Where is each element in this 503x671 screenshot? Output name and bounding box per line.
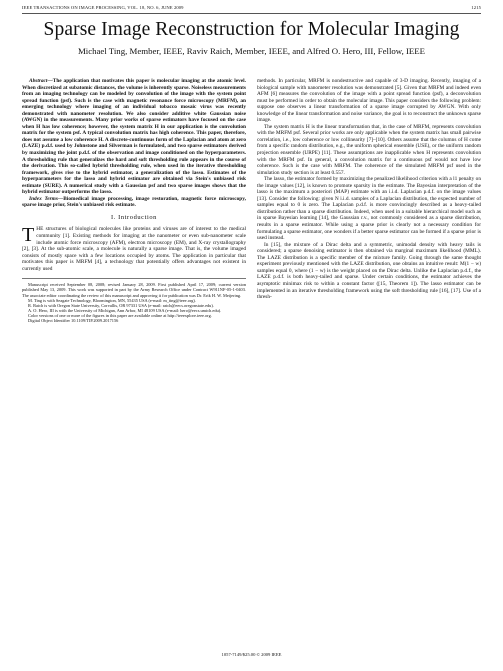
footnote-color: Color versions of one or more of the figures in this paper are available online at http://ieeexplore.ieee.org.	[28, 312, 212, 318]
section-heading: I. Introduction	[111, 213, 157, 221]
abstract-label: Abstract—	[29, 78, 53, 84]
footnote-manuscript: Manuscript received September 08, 2008; revised January 28, 2009. First published April 17, 2009; current version published May 13, 2009. This work was supported in part by the Army Research Office under Contract W911NF-05-1-0403. The associate editor coordinating the review of this manuscript and approving it for publication was Dr. Erik H. W. Meijering.	[22, 282, 246, 298]
footnote-doi: Digital Object Identifier 10.1109/TIP.2009.2017156	[28, 317, 119, 323]
journal-header: IEEE TRANSACTIONS ON IMAGE PROCESSING, VOL. 18, NO. 6, JUNE 2009	[22, 5, 184, 10]
intro-text: HE structures of biological molecules like proteins and viruses are of interest to the medical community [1]. Existing methods for imaging at the nanometer or even sub-nanometer scale include atomic force microscopy (AFM), electron microscopy (EM), and X-ray crystallography [2], [3]. At the sub-atomic scale, a molecule is naturally a sparse image. That is, the volume imaged consists of mostly space with a few locations occupied by atoms. The application in particular that motivates this paper is MRFM [4], a technology that potentially offers advantages not existent in currently used	[22, 226, 246, 272]
body-paragraph: The system matrix H is the linear transformation that, in the case of MRFM, represents convolution with the MRFM psf. Several prior works are only applicable when the system matrix has small pairwise correlation, i.e., low coherence or low collinearity [7]–[10]. Others assume that the columns of H come from a specific random distribution, e.g., the uniform spherical ensemble (USE), or the uniform random projection ensemble (URPE) [11]. These assumptions are inapplicable when H represents convolution with the MRFM psf. In general, a convolution matrix for a continuous psf would not have low coherence. Such is the case with MRFM. The coherence of the simulated MRFM psf used in the simulation study section is at least 0.557.	[257, 123, 481, 176]
index-terms-label: Index Terms—	[29, 195, 64, 202]
abstract	[22, 78, 246, 196]
body-paragraph: The lasso, the estimator formed by maximizing the penalized likelihood criterion with a l1 penalty on the image values [12], is known to promote sparsity in the estimate. The Bayesian interpretation of the lasso is the maximum a posteriori (MAP) estimate with an i.i.d. Laplacian p.d.f. on the image values [13]. Consider the following: given N i.i.d. samples of a Laplacian distribution, the expected number of samples equal to 0 is zero. The Laplacian p.d.f. is more convincingly described as a heavy-tailed distribution rather than a sparse distribution. Indeed, when used in a suitable hierarchical model such as in sparse Bayesian learning [14], the Gaussian r.v., not commonly considered as a sparse distribution, results in a sparse estimator. While using a sparse prior is clearly not a necessary condition for formulating a sparse estimator, one wonders if a better sparse estimator can be formed if a sparse prior is used instead.	[257, 176, 481, 242]
footnote-block	[22, 278, 246, 323]
intro-paragraph	[22, 226, 246, 272]
left-column	[22, 78, 246, 323]
page-number: 1215	[471, 5, 481, 10]
footnote-hero: A. O. Hero, III is with the University of Michigan, Ann Arbor, MI 48109 USA (e-mail: hero@eecs.umich.edu).	[28, 307, 222, 313]
index-terms-text: Biomedical image processing, image restoration, magnetic force microscopy, sparse image prior, Stein's unbiased risk estimate.	[22, 195, 246, 209]
drop-cap: T	[22, 224, 35, 247]
author-line: Michael Ting, Member, IEEE, Raviv Raich, Member, IEEE, and Alfred O. Hero, III, Fellow, IEEE	[77, 46, 426, 56]
paper-title: Sparse Image Reconstruction for Molecular Imaging	[43, 19, 460, 40]
body-paragraph: In [15], the mixture of a Dirac delta and a symmetric, unimodal density with heavy tails is considered; a sparse denoising estimator is then obtained via marginal maximum likelihood (MML). The LAZE distribution is a specific member of the mixture family. Going through the same thought experiment previously mentioned with the LAZE distribution, one obtains an intuitive result: M(1 − w) samples equal 0, where (1 − w) is the weight placed on the Dirac delta. Unlike the Laplacian p.d.f., the LAZE p.d.f. is both heavy-tailed and sparse. Under certain conditions, the estimator achieves the asymptotic minimax risk to within a constant factor ([15, Theorem 1]). The lasso estimator can be implemented in an iterative thresholding framework using the soft thresholding rule [16], [17]. Use of a thresh-	[257, 241, 481, 301]
abstract-text: The application that motivates this paper is molecular imaging at the atomic level. When discretized at subatomic distances, the volume is inherently sparse. Noiseless measurements from an imaging technology can be modeled by convolution of the image with the system point spread function (psf). Such is the case with magnetic resonance force microscopy (MRFM), an emerging technology where imaging of an individual tobacco mosaic virus was recently demonstrated with nanometer resolution. We also consider additive white Gaussian noise (AWGN) in the measurements. Many prior works of sparse estimators have focused on the case when H has low coherence; however, the system matrix H in our application is the convolution matrix for the system psf. A typical convolution matrix has high coherence. This paper, therefore, does not assume a low coherence H. A discrete-continuous form of the Laplacian and atom at zero (LAZE) p.d.f. used by Johnstone and Silverman is formulated, and two sparse estimators derived by maximizing the joint p.d.f. of the observation and image conditioned on the hyperparameters. A thresholding rule that generalizes the hard and soft thresholding rule appears in the course of the derivation. This so-called hybrid thresholding rule, when used in the iterative thresholding framework, gives rise to the hybrid estimator, a generalization of the lasso. Estimates of the hyperparameters for the lasso and hybrid estimator are obtained via Stein's unbiased risk estimate (SURE). A numerical study with a Gaussian psf and two sparse images shows that the hybrid estimator outperforms the lasso.	[22, 78, 246, 196]
footnote-ting: M. Ting is with Seagate Technology, Bloomington, MN, 55435 USA (e-mail: m_ting@ieee.org).	[28, 297, 196, 303]
running-header	[22, 5, 481, 10]
body-paragraph: methods. In particular, MRFM is nondestructive and capable of 3-D imaging. Recently, imaging of a biological sample with nanometer resolution was demonstrated [5]. Given that MRFM and indeed even AFM [6] measures the convolution of the image with a point spread function (psf), a deconvolution must be performed in order to obtain the molecular image. This paper considers the following problem: suppose one observes a linear transformation of a sparse image corrupted by AWGN. With only knowledge of the linear transformation and noise variance, the goal is to reconstruct the unknown sparse image.	[257, 78, 481, 124]
header-rule	[22, 13, 481, 14]
footnote-raich: R. Raich is with Oregon State University, Corvallis, OR 97331 USA (e-mail: raich@eecs.oregonstate.edu).	[28, 302, 214, 308]
right-column	[257, 78, 481, 301]
index-terms	[22, 196, 246, 209]
copyright-line: 1057-7149/$25.00 © 2009 IEEE	[221, 652, 282, 657]
